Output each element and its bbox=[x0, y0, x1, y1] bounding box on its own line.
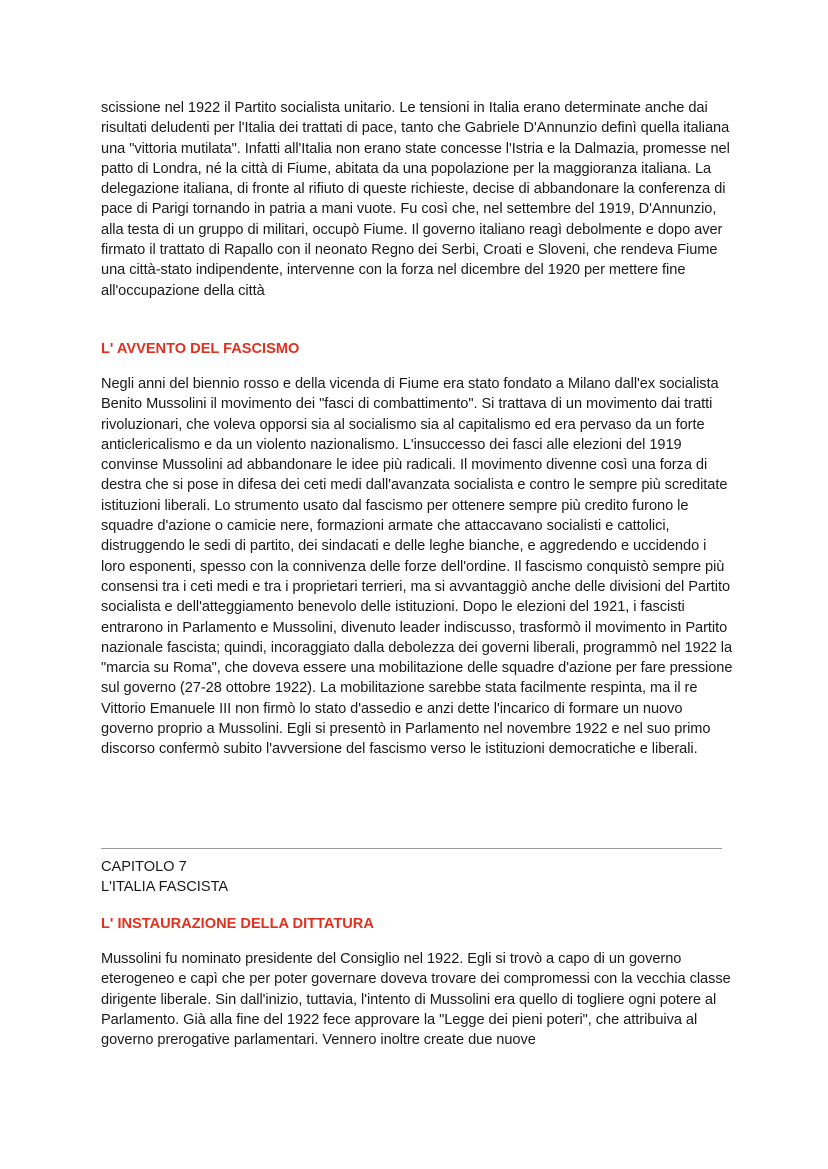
heading-avvento-fascismo: L' AVVENTO DEL FASCISMO bbox=[101, 341, 300, 357]
chapter-title: L'ITALIA FASCISTA bbox=[101, 879, 229, 895]
chapter-number: CAPITOLO 7 bbox=[101, 859, 187, 875]
heading-instaurazione-dittatura: L' INSTAURAZIONE DELLA DITTATURA bbox=[101, 916, 374, 932]
section-divider bbox=[101, 848, 722, 849]
paragraph-fiume: scissione nel 1922 il Partito socialista unitario. Le tensioni in Italia erano determinate anche dai risultati deludenti per l'Italia dei trattati di pace, tanto che Gabriele D'Annunzio definì quella italiana una "vittoria mutilata". Infatti all'Italia non erano state concesse l'Istria e la Dalmazia, promesse nel patto di Londra, né la città di Fiume, abitata da una popolazione per la maggioranza italiana. La delegazione italiana, di fronte al rifiuto di queste richieste, decise di abbandonare la conferenza di pace di Parigi tornando in patria a mani vuote. Fu così che, nel settembre del 1919, D'Annunzio, alla testa di un gruppo di militari, occupò Fiume. Il governo italiano reagì debolmente e dopo aver firmato il trattato di Rapallo con il neonato Regno dei Serbi, Croati e Sloveni, che rendeva Fiume una città-stato indipendente, intervenne con la forza nel dicembre del 1920 per mettere fine all'occupazione della città bbox=[101, 100, 730, 299]
paragraph-avvento-fascismo: Negli anni del biennio rosso e della vicenda di Fiume era stato fondato a Milano dall'ex socialista Benito Mussolini il movimento dei "fasci di combattimento". Si trattava di un movimento dai tratti rivoluzionari, che voleva opporsi sia al socialismo sia al capitalismo ed era pervaso da un forte anticlericalismo e da un violento nazionalismo. L'insuccesso dei fasci alle elezioni del 1919 convinse Mussolini ad abbandonare le idee più radicali. Il movimento divenne così una forza di destra che si pose in difesa dei ceti medi dall'avanzata socialista e contro le sempre più screditate istituzioni liberali. Lo strumento usato dal fascismo per ottenere sempre più credito furono le squadre d'azione o camicie nere, formazioni armate che attaccavano socialisti e cattolici, distruggendo le sedi di partito, dei sindacati e delle leghe bianche, e aggredendo e uccidendo i loro esponenti, spesso con la connivenza delle forze dell'ordine. Il fascismo conquistò sempre più consensi tra i ceti medi e tra i proprietari terrieri, ma si avvantaggiò anche delle divisioni del Partito socialista e dell'atteggiamento benevolo delle istituzioni. Dopo le elezioni del 1921, i fascisti entrarono in Parlamento e Mussolini, divenuto leader indiscusso, trasformò il movimento in Partito nazionale fascista; quindi, incoraggiato dalla debolezza dei governi liberali, programmò nel 1922 la "marcia su Roma", che doveva essere una mobilitazione delle squadre d'azione per fare pressione sul governo (27-28 ottobre 1922). La mobilitazione sarebbe stata facilmente respinta, ma il re Vittorio Emanuele III non firmò lo stato d'assedio e anzi dette l'incarico di formare un nuovo governo proprio a Mussolini. Egli si presentò in Parlamento nel novembre 1922 e nel suo primo discorso confermò subito l'avversione del fascismo verso le istituzioni democratiche e liberali. bbox=[101, 376, 733, 758]
paragraph-instaurazione-dittatura: Mussolini fu nominato presidente del Consiglio nel 1922. Egli si trovò a capo di un governo eterogeneo e capì che per poter governare doveva trovare dei compromessi con la vecchia classe dirigente liberale. Sin dall'inizio, tuttavia, l'intento di Mussolini era quello di togliere ogni potere al Parlamento. Già alla fine del 1922 fece approvare la "Legge dei pieni poteri", che attribuiva al governo prerogative parlamentari. Vennero inoltre create due nuove bbox=[101, 951, 731, 1049]
